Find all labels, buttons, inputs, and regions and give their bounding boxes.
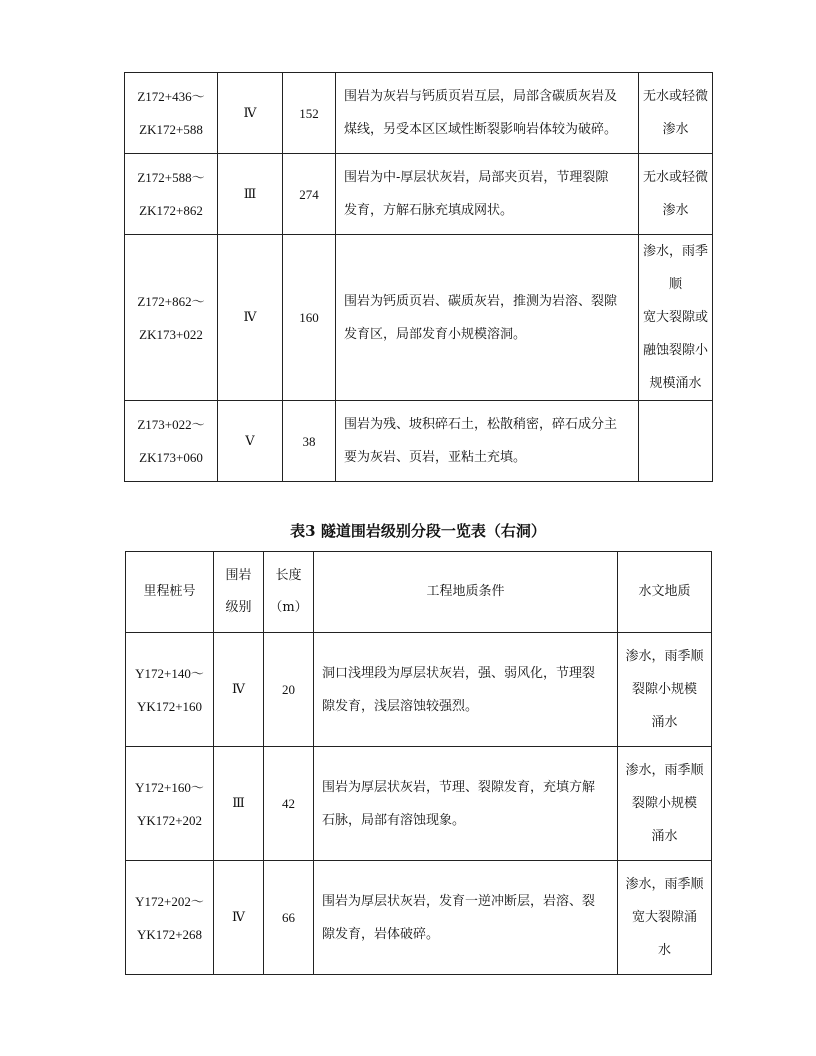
chainage-cell: Y172+160～ YK172+202 <box>126 747 214 861</box>
header-geology: 工程地质条件 <box>314 552 618 633</box>
table-row <box>125 401 713 482</box>
left-tunnel-table <box>124 72 713 482</box>
hydrology-cell: 无水或轻微 渗水 <box>639 154 713 235</box>
grade-cell: Ⅴ <box>218 401 283 482</box>
table-row <box>126 747 712 861</box>
table-row <box>125 235 713 401</box>
table-header-row <box>126 552 712 633</box>
geology-cell: 围岩为厚层状灰岩，节理、裂隙发育，充填方解 石脉，局部有溶蚀现象。 <box>314 747 618 861</box>
hydrology-cell: 无水或轻微 渗水 <box>639 73 713 154</box>
table-caption: 表3 隧道围岩级别分段一览表（右洞） <box>290 522 546 540</box>
geology-cell: 围岩为中-厚层状灰岩，局部夹页岩，节理裂隙 发育，方解石脉充填成网状。 <box>336 154 639 235</box>
hydrology-cell: 渗水，雨季顺 裂隙小规模 涌水 <box>618 633 712 747</box>
hydrology-cell <box>639 401 713 482</box>
geology-cell: 围岩为灰岩与钙质页岩互层，局部含碳质灰岩及 煤线，另受本区区域性断裂影响岩体较为破碎。 <box>336 73 639 154</box>
chainage-cell: Y172+202～ YK172+268 <box>126 861 214 975</box>
grade-cell: Ⅲ <box>214 747 264 861</box>
chainage-cell: Z172+436～ ZK172+588 <box>125 73 218 154</box>
length-cell: 152 <box>283 73 336 154</box>
table-row <box>125 73 713 154</box>
length-cell: 20 <box>264 633 314 747</box>
geology-cell: 围岩为厚层状灰岩，发育一逆冲断层，岩溶、裂 隙发育，岩体破碎。 <box>314 861 618 975</box>
geology-cell: 围岩为钙质页岩、碳质灰岩，推测为岩溶、裂隙 发育区，局部发育小规模溶洞。 <box>336 235 639 401</box>
chainage-cell: Z172+588～ ZK172+862 <box>125 154 218 235</box>
length-cell: 274 <box>283 154 336 235</box>
grade-cell: Ⅲ <box>218 154 283 235</box>
hydrology-cell: 渗水，雨季顺 裂隙小规模 涌水 <box>618 747 712 861</box>
chainage-cell: Z173+022～ ZK173+060 <box>125 401 218 482</box>
geology-cell: 围岩为残、坡积碎石土，松散稍密，碎石成分主 要为灰岩、页岩，亚粘土充填。 <box>336 401 639 482</box>
header-grade: 围岩 级别 <box>214 552 264 633</box>
header-hydrology: 水文地质 <box>618 552 712 633</box>
length-cell: 66 <box>264 861 314 975</box>
table-row <box>125 154 713 235</box>
grade-cell: Ⅳ <box>214 861 264 975</box>
length-cell: 38 <box>283 401 336 482</box>
grade-cell: Ⅳ <box>218 235 283 401</box>
header-length: 长度 （m） <box>264 552 314 633</box>
geology-cell: 洞口浅埋段为厚层状灰岩，强、弱风化，节理裂 隙发育，浅层溶蚀较强烈。 <box>314 633 618 747</box>
grade-cell: Ⅳ <box>218 73 283 154</box>
table-row <box>126 633 712 747</box>
header-chainage: 里程桩号 <box>126 552 214 633</box>
hydrology-cell: 渗水，雨季顺 宽大裂隙涌 水 <box>618 861 712 975</box>
length-cell: 42 <box>264 747 314 861</box>
chainage-cell: Y172+140～ YK172+160 <box>126 633 214 747</box>
chainage-cell: Z172+862～ ZK173+022 <box>125 235 218 401</box>
table-row <box>126 861 712 975</box>
length-cell: 160 <box>283 235 336 401</box>
hydrology-cell: 渗水，雨季顺 宽大裂隙或 融蚀裂隙小 规模涌水 <box>639 235 713 401</box>
right-tunnel-table <box>125 551 712 975</box>
grade-cell: Ⅳ <box>214 633 264 747</box>
